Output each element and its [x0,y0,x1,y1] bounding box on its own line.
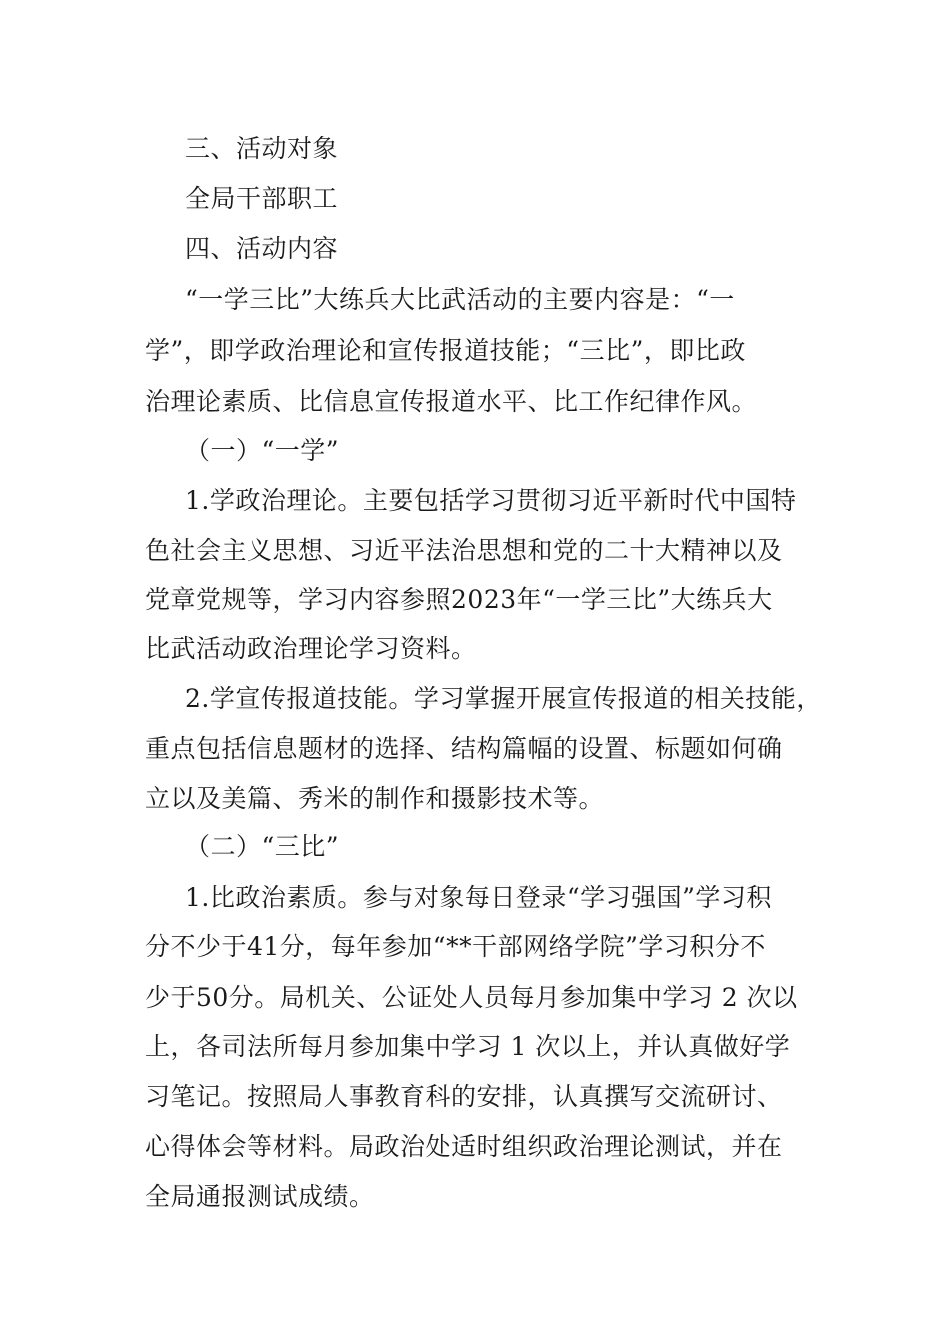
paragraph-line: 重点包括信息题材的选择、结构篇幅的设置、标题如何确 [145,734,783,763]
paragraph-line: 上，各司法所每月参加集中学习 1 次以上，并认真做好学 [145,1032,791,1061]
paragraph-line: 党章党规等，学习内容参照2023年“一学三比”大练兵大 [145,585,773,614]
paragraph-line: “一学三比”大练兵大比武活动的主要内容是：“一 [185,285,735,314]
paragraph-line: 学”，即学政治理论和宣传报道技能；“三比”，即比政 [145,336,746,365]
paragraph-line: 1.学政治理论。主要包括学习贯彻习近平新时代中国特 [185,486,797,515]
paragraph-line: 分不少于41分，每年参加“**干部网络学院”学习积分不 [145,932,766,961]
paragraph-line: 比武活动政治理论学习资料。 [145,634,477,663]
paragraph-line: 习笔记。按照局人事教育科的安排，认真撰写交流研讨、 [145,1082,783,1111]
sub-heading-three-compare: （二）“三比” [185,832,340,861]
sub-heading-one-study: （一）“一学” [185,436,340,465]
paragraph-line: 少于50分。局机关、公证处人员每月参加集中学习 2 次以 [145,983,798,1012]
paragraph-line: 心得体会等材料。局政治处适时组织政治理论测试，并在 [145,1132,783,1161]
paragraph-line: 1.比政治素质。参与对象每日登录“学习强国”学习积 [185,883,772,912]
activity-target-text: 全局干部职工 [185,184,339,213]
paragraph-line: 2.学宣传报道技能。学习掌握开展宣传报道的相关技能， [185,684,822,713]
section-heading-activity-content: 四、活动内容 [185,234,339,263]
paragraph-line: 治理论素质、比信息宣传报道水平、比工作纪律作风。 [145,387,758,416]
paragraph-line: 全局通报测试成绩。 [145,1182,375,1211]
section-heading-activity-target: 三、活动对象 [185,134,339,163]
paragraph-line: 色社会主义思想、习近平法治思想和党的二十大精神以及 [145,536,783,565]
paragraph-line: 立以及美篇、秀米的制作和摄影技术等。 [145,784,605,813]
